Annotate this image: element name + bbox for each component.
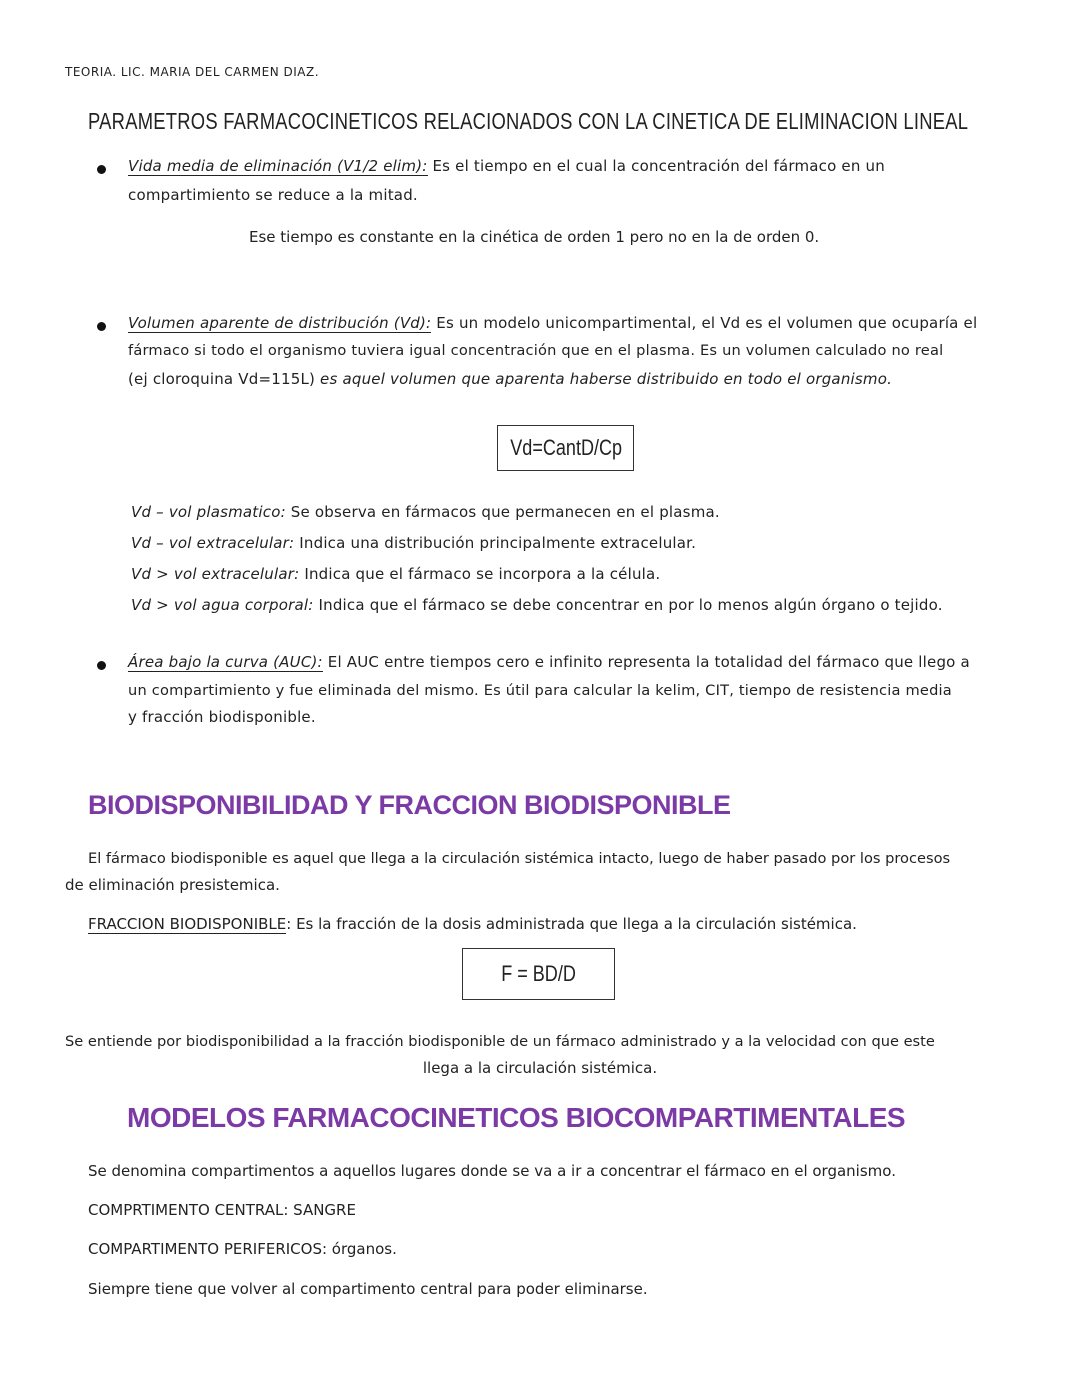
formula-vd: Vd=CantD/Cp (497, 425, 634, 471)
document-header: TEORIA. LIC. MARIA DEL CARMEN DIAZ. (65, 65, 320, 79)
section-title-biodisponibilidad: BIODISPONIBILIDAD Y FRACCION BIODISPONIBLE (88, 790, 731, 820)
vd-item-label: Vd – vol extracelular: (131, 534, 295, 552)
modelos-central: COMPRTIMENTO CENTRAL: SANGRE (88, 1201, 356, 1219)
vida-media-term: Vida media de eliminación (V1/2 elim): (128, 157, 428, 175)
auc-line1 (128, 653, 970, 671)
modelos-periferico: COMPARTIMENTO PERIFERICOS: órganos. (88, 1240, 397, 1258)
volumen-example: (ej cloroquina Vd=115L) (128, 370, 321, 388)
fraccion-text: : Es la fracción de la dosis administrada que llega a la circulación sistémica. (286, 915, 857, 933)
bio-p1-line2: de eliminación presistemica. (65, 876, 280, 894)
volumen-line3 (128, 370, 892, 388)
auc-line3: y fracción biodisponible. (128, 708, 316, 726)
volumen-line1 (128, 314, 977, 332)
formula-f: F = BD/D (462, 948, 615, 1000)
vd-item-2 (131, 534, 696, 552)
vd-item-label: Vd > vol extracelular: (131, 565, 300, 583)
fraccion-line (88, 915, 857, 933)
vd-item-text: Indica que el fármaco se incorpora a la célula. (299, 565, 661, 583)
bio-p1-line1: El fármaco biodisponible es aquel que llega a la circulación sistémica intacto, luego de haber pasado por los procesos (88, 850, 951, 867)
vida-media-note: Ese tiempo es constante en la cinética de orden 1 pero no en la de orden 0. (249, 228, 820, 246)
volumen-italic-text: es aquel volumen que aparenta haberse distribuido en todo el organismo. (320, 370, 893, 388)
bio-p2-line2: llega a la circulación sistémica. (422, 1059, 658, 1077)
fraccion-label: FRACCION BIODISPONIBLE (88, 915, 287, 933)
vd-item-3 (131, 565, 660, 583)
bullet-icon (97, 661, 106, 670)
vd-item-label: Vd – vol plasmatico: (131, 503, 286, 521)
vd-item-label: Vd > vol agua corporal: (131, 596, 314, 614)
vd-item-text: Indica una distribución principalmente extracelular. (294, 534, 697, 552)
vida-media-line1 (128, 157, 885, 175)
bullet-icon (97, 165, 106, 174)
vd-item-text: Se observa en fármacos que permanecen en el plasma. (285, 503, 720, 521)
vd-item-text: Indica que el fármaco se debe concentrar en por lo menos algún órgano o tejido. (313, 596, 943, 614)
vida-media-text1: Es el tiempo en el cual la concentración del fármaco en un (427, 157, 885, 175)
auc-line2: un compartimiento y fue eliminada del mismo. Es útil para calcular la kelim, CIT, tiempo de resistencia media (128, 682, 952, 699)
section-title-parametros: PARAMETROS FARMACOCINETICOS RELACIONADOS CON LA CINETICA DE ELIMINACION LINEAL (88, 108, 969, 134)
vd-item-4 (131, 596, 943, 614)
auc-term: Área bajo la curva (AUC): (128, 653, 323, 671)
modelos-p2: Siempre tiene que volver al compartimento central para poder eliminarse. (88, 1280, 648, 1298)
volumen-text1: Es un modelo unicompartimental, el Vd es el volumen que ocuparía el (431, 314, 978, 332)
bio-p2-line1: Se entiende por biodisponibilidad a la fracción biodisponible de un fármaco administrado y a la velocidad con que este (65, 1033, 935, 1050)
modelos-p1: Se denomina compartimentos a aquellos lugares donde se va a ir a concentrar el fármaco en el organismo. (88, 1162, 896, 1180)
bullet-icon (97, 322, 106, 331)
vd-item-1 (131, 503, 720, 521)
auc-text1: El AUC entre tiempos cero e infinito representa la totalidad del fármaco que llego a (322, 653, 970, 671)
volumen-term: Volumen aparente de distribución (Vd): (128, 314, 432, 332)
volumen-line2: fármaco si todo el organismo tuviera igual concentración que en el plasma. Es un volumen calculado no real (128, 342, 944, 359)
section-title-modelos: MODELOS FARMACOCINETICOS BIOCOMPARTIMENTALES (127, 1102, 906, 1133)
vida-media-line2: compartimiento se reduce a la mitad. (128, 186, 418, 204)
